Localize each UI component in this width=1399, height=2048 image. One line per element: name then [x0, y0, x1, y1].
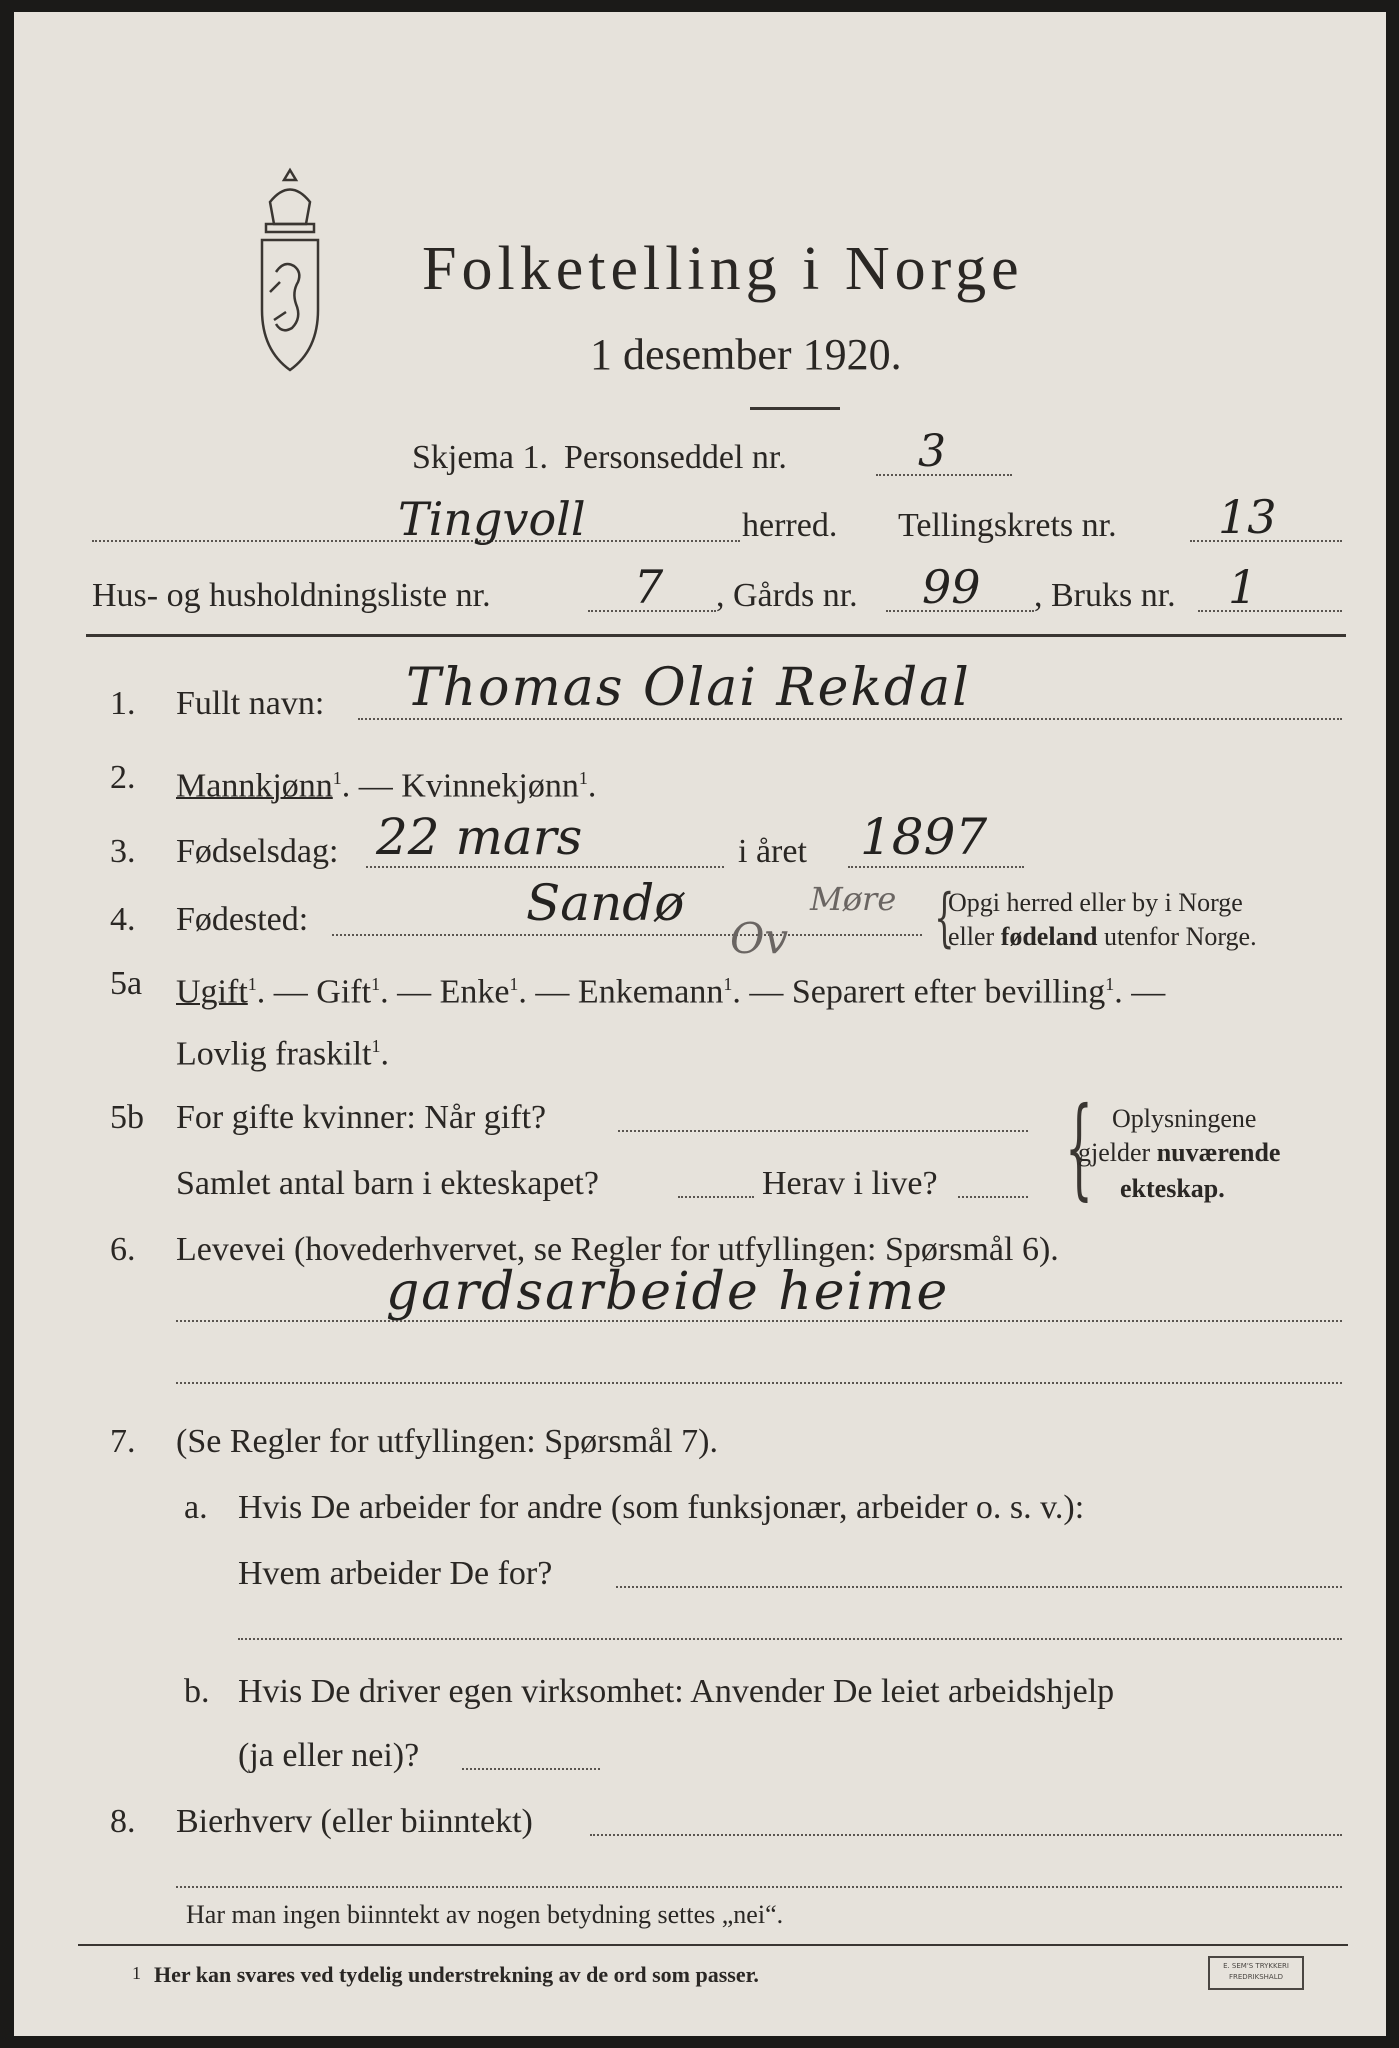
q7a-text: Hvis De arbeider for andre (som funksjonær, arbeider o. s. v.): [238, 1489, 1085, 1526]
q2-number: 2. [110, 759, 136, 796]
q5a-number: 5a [110, 965, 143, 1002]
q8-label: Bierhverv (eller biinntekt) [176, 1803, 533, 1840]
tellingskrets-value: 13 [1218, 490, 1277, 544]
q3-year-value: 1897 [860, 808, 988, 866]
q2-options: Mannkjønn$^1$. — Kvinnekjønn$^1$. [176, 767, 597, 805]
q8-note: Har man ingen biinntekt av nogen betydning settes „nei“. [186, 1900, 784, 1929]
bruks-line [1198, 610, 1342, 612]
q5b-note-line3: ekteskap. [1120, 1174, 1225, 1203]
q8-number: 8. [110, 1803, 136, 1840]
census-form-page [14, 12, 1386, 2036]
q6-line2 [176, 1382, 1342, 1384]
q4-note-value: Møre [810, 880, 897, 918]
q2-female-option: . — Kvinnekjønn [341, 767, 579, 805]
census-date: 1 desember 1920. [590, 330, 902, 379]
q3-year-label: i året [738, 833, 807, 870]
title-divider [750, 407, 840, 410]
q3-value: 22 mars [376, 808, 583, 866]
q3-number: 3. [110, 833, 136, 870]
gards-value: 99 [922, 560, 981, 614]
q6-value: gardsarbeide heime [386, 1262, 950, 1322]
q4-hint-line2: eller fødeland utenfor Norge. [948, 922, 1257, 951]
q5b-note-line1: Oplysningene [1112, 1104, 1257, 1133]
q7b-letter: b. [184, 1673, 210, 1710]
gards-label: , Gårds nr. [716, 577, 858, 614]
q5b-note-line2: gjelder nuværende [1078, 1138, 1281, 1167]
q4-line [332, 934, 922, 936]
footnote-number: 1 [132, 1963, 141, 1983]
schema-label: Skjema 1. [412, 439, 548, 476]
footnote-text: Her kan svares ved tydelig understrekning av de ord som passer. [154, 1962, 759, 1987]
q4-number: 4. [110, 901, 136, 938]
q2-male-option: Mannkjønn [176, 767, 333, 805]
herred-label: herred. [742, 507, 838, 544]
q4-mark: Ov [730, 914, 789, 963]
header-divider [86, 634, 1346, 637]
q3-label: Fødselsdag: [176, 833, 339, 870]
q5b-line [618, 1130, 1028, 1132]
coat-of-arms-icon [250, 162, 330, 377]
q7b-answer-label: (ja eller nei)? [238, 1737, 420, 1774]
q7-number: 7. [110, 1423, 136, 1460]
q5a-options: Ugift$^1$. — Gift$^1$. — Enke$^1$. — Enkemann$^1$. — Separert efter bevilling$^1$. — [176, 973, 1166, 1011]
q1-value: Thomas Olai Rekdal [406, 658, 971, 718]
q5b-alive-line [958, 1196, 1028, 1198]
q5b-brace: { [1065, 1083, 1093, 1211]
q7a-employer-line2 [238, 1638, 1342, 1640]
q3-line [366, 866, 724, 868]
q5a-ugift-option: Ugift [176, 973, 248, 1011]
q5a-line2: Lovlig fraskilt$^1$. [176, 1035, 389, 1073]
q8-line [590, 1834, 1342, 1836]
q4-label: Fødested: [176, 901, 309, 938]
q5b-alive-label: Herav i live? [762, 1165, 938, 1202]
hus-value: 7 [634, 560, 664, 614]
form-title: Folketelling i Norge [422, 235, 1024, 303]
q6-label: Levevei (hovederhvervet, se Regler for utfyllingen: Spørsmål 6). [176, 1231, 1059, 1268]
q7a-employer-label: Hvem arbeider De for? [238, 1555, 553, 1592]
q3-year-line [848, 866, 1024, 868]
q8-line2 [176, 1886, 1342, 1888]
q7-label: (Se Regler for utfyllingen: Spørsmål 7). [176, 1423, 719, 1460]
q5b-number: 5b [110, 1099, 144, 1136]
q4-hint-line1: Opgi herred eller by i Norge [948, 888, 1243, 917]
hus-label: Hus- og husholdningsliste nr. [92, 577, 491, 614]
printer-stamp: E. SEM'S TRYKKERI FREDRIKSHALD [1208, 1956, 1304, 1990]
q7b-text: Hvis De driver egen virksomhet: Anvender De leiet arbeidshjelp [238, 1673, 1115, 1710]
q7b-answer-line [462, 1768, 600, 1770]
bruks-label: , Bruks nr. [1034, 577, 1176, 614]
herred-value: Tingvoll [398, 492, 586, 546]
q4-brace: { [934, 881, 955, 955]
q5b-children-label: Samlet antal barn i ekteskapet? [176, 1165, 599, 1202]
q1-line [358, 718, 1342, 720]
q4-value: Sandø [526, 874, 685, 932]
q7a-employer-line [616, 1586, 1342, 1588]
q5b-label: For gifte kvinner: Når gift? [176, 1099, 547, 1136]
personseddel-value: 3 [918, 426, 946, 477]
q5b-children-line [678, 1196, 754, 1198]
personseddel-label: Personseddel nr. [564, 439, 787, 476]
q7a-letter: a. [184, 1489, 208, 1526]
tellingskrets-label: Tellingskrets nr. [898, 507, 1117, 544]
q1-number: 1. [110, 685, 136, 722]
q6-number: 6. [110, 1231, 136, 1268]
footer-divider [78, 1944, 1348, 1946]
bruks-value: 1 [1228, 560, 1258, 614]
q1-label: Fullt navn: [176, 685, 325, 722]
